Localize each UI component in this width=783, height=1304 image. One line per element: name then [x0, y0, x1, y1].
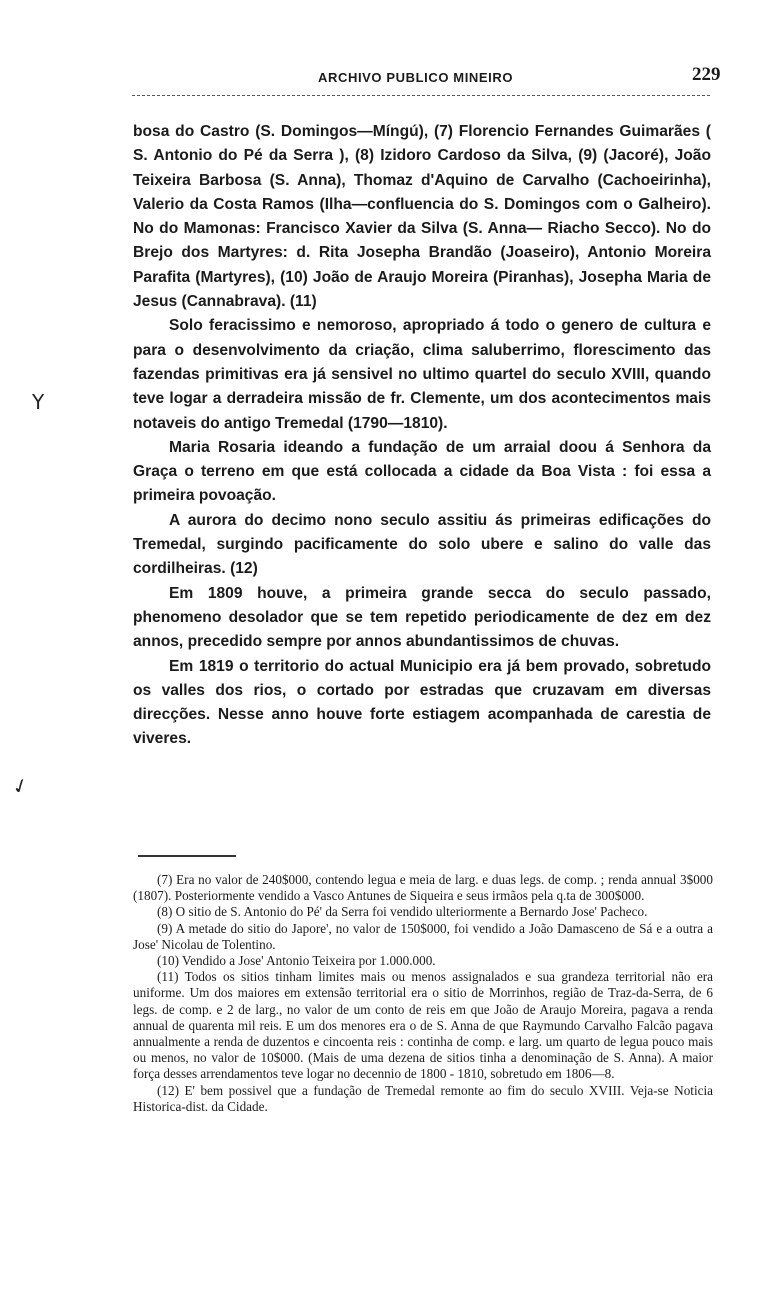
footnotes	[133, 872, 713, 1115]
header-rule	[132, 95, 710, 96]
paragraph: Em 1819 o territorio do actual Municipio era já bem provado, sobretudo os valles dos rios, o cortado por estradas que cruzavam em diversas direcções. Nesse anno houve forte estiagem acompanhada de carestia de viveres.	[133, 657, 711, 748]
footnote: (11) Todos os sitios tinham limites mais ou menos assignalados e sua grandeza territorial não era uniforme. Um dos maiores em extensão territorial era o sitio de Morrinhos, região de Traz-da-Serra, de 6 legs. de comp. e 2 de larg., no valor de um conto de reis em que João de Araujo Moreira, pagava a renda annual de quarenta mil reis. E um dos menores era o de S. Anna de que Raymundo Carvalho Falcão pagava annualmente a renda de duzentos e cincoenta reis : continha de comp. e larg. um quarto de legua pouco mais ou menos, no valor de 10$000. (Mais de uma dezena de sitios tinha a denominação de S. Anna). A maior força desses arrendamentos teve logar no decennio de 1800 - 1810, sobretudo em 1806—8.	[133, 969, 713, 1082]
footnote: (9) A metade do sitio do Japore', no valor de 150$000, foi vendido a João Damasceno de Sá e a outra a Jose' Nicolau de Tolentino.	[133, 920, 713, 952]
paragraph: Maria Rosaria ideando a fundação de um arraial doou á Senhora da Graça o terreno em que está collocada a cidade da Boa Vista : foi essa a primeira povoação.	[133, 438, 711, 505]
margin-mark: ✓	[8, 771, 33, 801]
footnote: (10) Vendido a Jose' Antonio Teixeira por 1.000.000.	[157, 953, 436, 969]
paragraph: Solo feracissimo e nemoroso, apropriado á todo o genero de cultura e para o desenvolvimento da criação, clima saluberrimo, florescimento das fazendas primitivas era já sensivel no ultimo quartel do seculo XVIII, quando teve logar a derradeira missão de fr. Clemente, um dos acontecimentos mais notaveis do antigo Tremedal (1790—1810).	[133, 317, 711, 432]
footnote: (7) Era no valor de 240$000, contendo legua e meia de larg. e duas legs. de comp. ; renda annual 3$000 (1807). Posteriormente vendido a Vasco Antunes de Siqueira e seus irmãos pela q.ta de 300$000.	[133, 872, 713, 904]
footnote-rule	[138, 855, 236, 857]
paragraph: Em 1809 houve, a primeira grande secca do seculo passado, phenomeno desolador que se tem repetido periodicamente de dez em dez annos, precedido sempre por annos abundantissimos de chuvas.	[133, 584, 711, 651]
paragraph: bosa do Castro (S. Domingos—Míngú), (7) Florencio Fernandes Guimarães ( S. Antonio do Pé da Serra ), (8) Izidoro Cardoso da Silva, (9) (Jacoré), João Teixeira Barbosa (S. Anna), Thomaz d'Aquino de Carvalho (Cachoeirinha), Valerio da Costa Ramos (Ilha—confluencia do S. Domingos com o Galheiro). No do Mamonas: Francisco Xavier da Silva (S. Anna— Riacho Secco). No do Brejo dos Martyres: d. Rita Josepha Brandão (Joaseiro), Antonio Moreira Parafita (Martyres), (10) João de Araujo Moreira (Piranhas), Josepha Maria de Jesus (Cannabrava). (11)	[133, 123, 711, 311]
paragraph: A aurora do decimo nono seculo assitiu ás primeiras edificações do Tremedal, surgindo pacificamente do solo ubere e salino do valle das cordilheiras. (12)	[133, 511, 711, 578]
page-number: 229	[692, 64, 721, 85]
footnote: (12) E' bem possivel que a fundação de Tremedal remonte ao fim do seculo XVIII. Veja-se Noticia Historica-dist. da Cidade.	[133, 1082, 713, 1114]
footnote: (8) O sitio de S. Antonio do Pé' da Serra foi vendido ulteriormente a Bernardo Jose' Pacheco.	[157, 904, 648, 920]
running-title: ARCHIVO PUBLICO MINEIRO	[318, 70, 514, 85]
margin-mark: Y	[32, 390, 45, 414]
main-text	[133, 120, 711, 752]
